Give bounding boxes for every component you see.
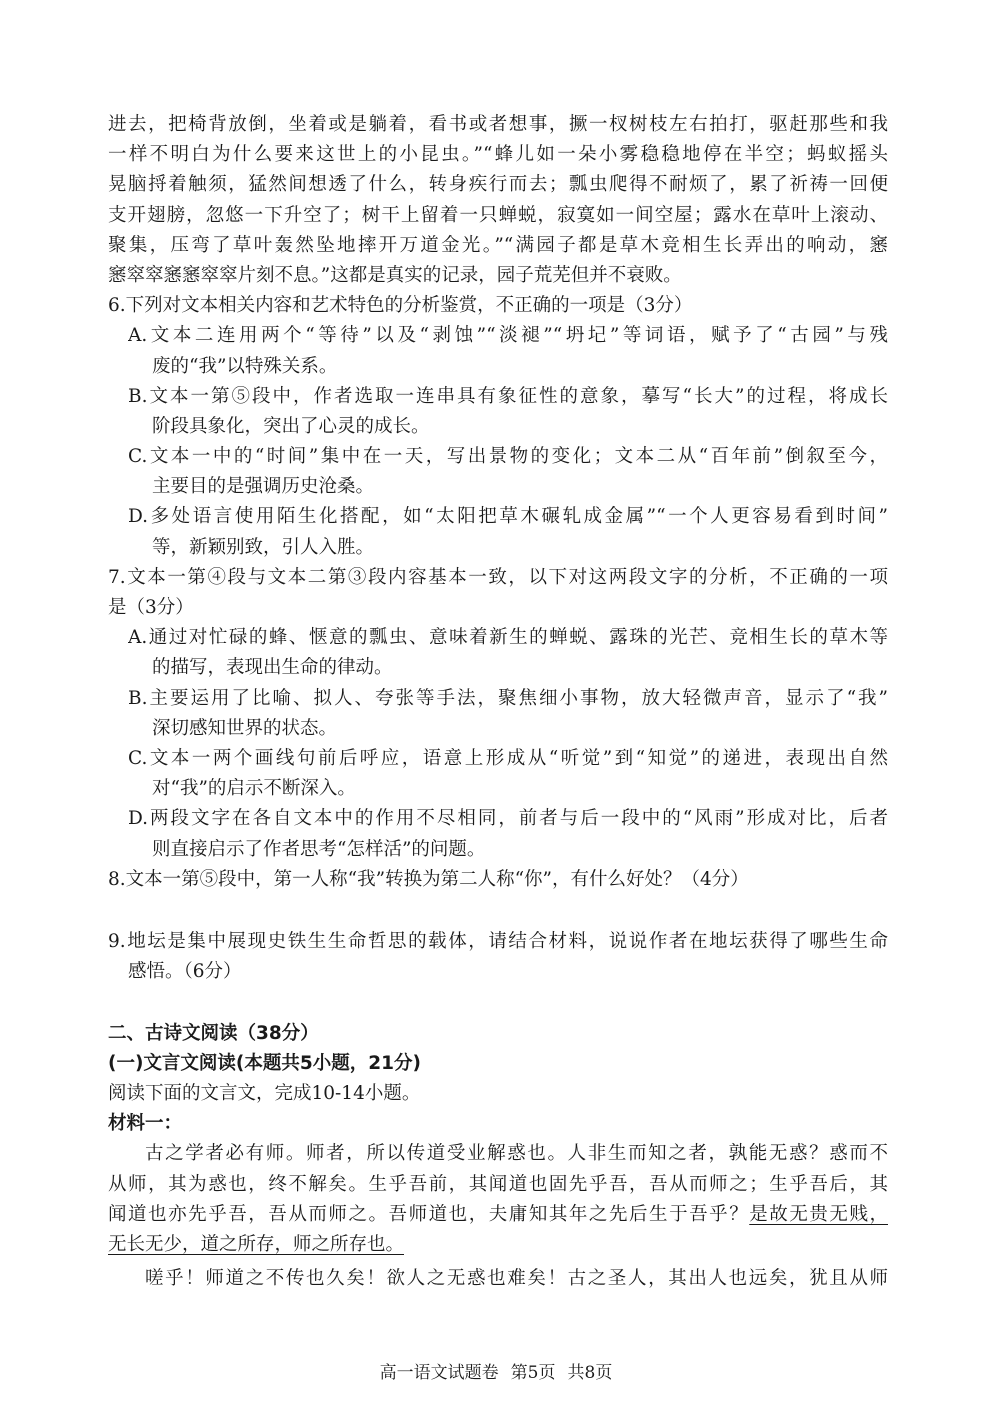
question-stem: 是（3分） — [108, 597, 194, 618]
passage-line: 晃脑捋着触须，猛然间想透了什么，转身疾行而去；瓢虫爬得不耐烦了，累了祈祷一回便 — [108, 174, 888, 196]
option-b — [108, 382, 888, 442]
footer-total: 共8页 — [567, 1363, 613, 1383]
question-stem: 6.下列对文本相关内容和艺术特色的分析鉴赏，不正确的一项是（3分） — [108, 295, 693, 317]
footer-page: 第5页 — [510, 1363, 556, 1383]
underlined-sentence: 是故无贵无贱， — [749, 1203, 888, 1225]
passage-line: 聚集，压弯了草叶轰然坠地摔开万道金光。”“满园子都是草木竞相生长弄出的响动，窸 — [108, 234, 888, 256]
question-stem: 感悟。（6分） — [128, 961, 242, 983]
option-d — [108, 502, 888, 562]
option-a — [108, 321, 888, 381]
footer-title: 高一语文试题卷 — [379, 1363, 499, 1383]
option-text: B.文本一第⑤段中，作者选取一连串具有象征性的意象，摹写“长大”的过程，将成长 — [128, 385, 888, 407]
underlined-sentence: 无长无少，道之所存，师之所存也。 — [108, 1234, 405, 1255]
page-footer — [0, 1358, 992, 1383]
option-c — [108, 744, 888, 804]
option-text: C.文本一中的“时间”集中在一天，写出景物的变化；文本二从“百年前”倒叙至今， — [128, 446, 888, 468]
passage-line: 一样不明白为什么要来这世上的小昆虫。”“蜂儿如一朵小雾稳稳地停在半空；蚂蚁摇头 — [108, 144, 888, 166]
classical-text-line: 嗟乎！师道之不传也久矣！欲人之无惑也难矣！古之圣人，其出人也远矣，犹且从师 — [145, 1268, 888, 1290]
option-text: 的描写，表现出生命的律动。 — [152, 657, 393, 679]
option-c — [108, 442, 888, 502]
option-text: A.文本二连用两个“等待”以及“剥蚀”“淡褪”“坍圮”等词语，赋予了“古园”与残 — [128, 325, 888, 347]
option-text: A.通过对忙碌的蜂、惬意的瓢虫、意味着新生的蝉蜕、露珠的光芒、竞相生长的草木等 — [128, 627, 888, 649]
option-a — [108, 623, 888, 683]
passage-line: 进去，把椅背放倒，坐着或是躺着，看书或者想事，撅一杈树枝左右拍打，驱赶那些和我 — [108, 114, 888, 135]
classical-text-line: 古之学者必有师。师者，所以传道受业解惑也。人非生而知之者，孰能无惑？惑而不 — [145, 1143, 888, 1165]
question-9 — [108, 927, 888, 987]
question-8 — [108, 865, 888, 895]
option-text: 则直接启示了作者思考“怎样活”的问题。 — [152, 838, 486, 860]
page-content — [108, 110, 888, 1294]
option-text: D.多处语言使用陌生化搭配，如“太阳把草木碾轧成金属”“一个人更容易看到时间” — [128, 506, 888, 528]
option-text: 等，新颖别致，引人入胜。 — [152, 536, 375, 558]
section-title: 二、古诗文阅读（38分） — [108, 1023, 319, 1045]
classical-text: 闻道也亦先乎吾，吾从而师之。吾师道也，夫庸知其年之先后生于吾乎？ — [108, 1203, 750, 1225]
option-text: 深切感知世界的状态。 — [152, 717, 338, 739]
option-text: C.文本一两个画线句前后呼应，语意上形成从“听觉”到“知觉”的递进，表现出自然 — [128, 747, 888, 769]
option-text: D.两段文字在各自文本中的作用不尽相同，前者与后一段中的“风雨”形成对比，后者 — [128, 808, 888, 830]
material-label: 材料一： — [108, 1113, 183, 1135]
passage-line: 窸窣窣窸窸窣窣片刻不息。”这都是真实的记录，园子荒芜但并不衰败。 — [108, 264, 682, 286]
answer-space — [108, 987, 888, 1019]
option-text: B.主要运用了比喻、拟人、夸张等手法，聚焦细小事物，放大轻微声音，显示了“我” — [128, 687, 888, 709]
option-text: 废的“我”以特殊关系。 — [152, 355, 338, 377]
question-7 — [108, 563, 888, 865]
subsection-title: (一)文言文阅读(本题共5小题，21分) — [108, 1053, 421, 1075]
instruction-text: 阅读下面的文言文，完成10-14小题。 — [108, 1083, 421, 1105]
passage-line: 支开翅膀，忽悠一下升空了；树干上留着一只蝉蜕，寂寞如一间空屋；露水在草叶上滚动、 — [108, 204, 888, 226]
option-text: 对“我”的启示不断深入。 — [152, 778, 356, 800]
question-stem: 7.文本一第④段与文本二第③段内容基本一致，以下对这两段文字的分析，不正确的一项 — [108, 566, 888, 588]
classical-text-line: 从师，其为惑也，终不解矣。生乎吾前，其闻道也固先乎吾，吾从而师之；生乎吾后，其 — [108, 1173, 888, 1195]
classical-text-line — [108, 1200, 888, 1230]
reading-passage — [108, 110, 888, 291]
question-stem: 8.文本一第⑤段中，第一人称“我”转换为第二人称“你”，有什么好处？（4分） — [108, 868, 749, 890]
answer-space — [108, 895, 888, 927]
option-text: 阶段具象化，突出了心灵的成长。 — [152, 415, 430, 437]
option-text: 主要目的是强调历史沧桑。 — [152, 476, 375, 498]
question-6 — [108, 291, 888, 563]
question-stem: 9.地坛是集中展现史铁生生命哲思的载体，请结合材料，说说作者在地坛获得了哪些生命 — [108, 930, 888, 952]
option-d — [108, 804, 888, 864]
section-classical-reading — [108, 1019, 888, 1294]
option-b — [108, 684, 888, 744]
